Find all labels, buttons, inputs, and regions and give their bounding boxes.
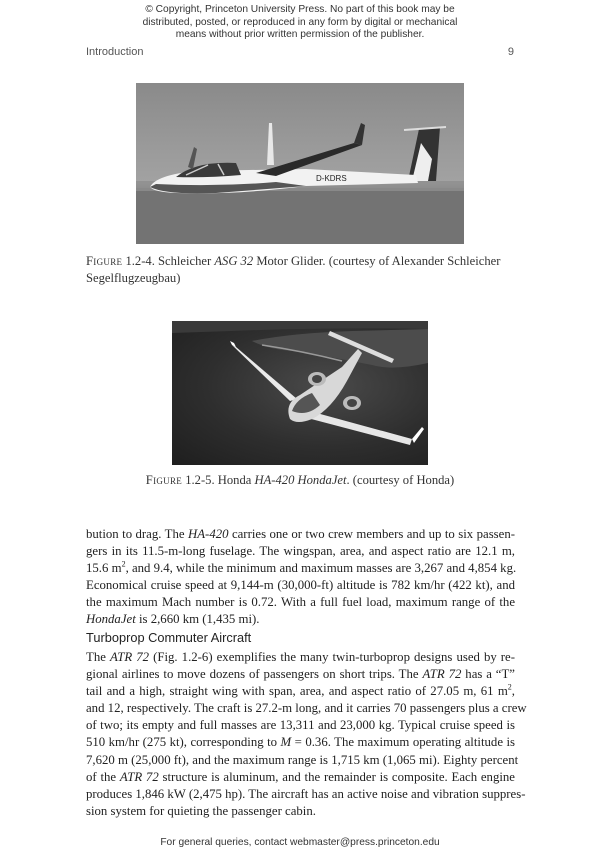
text-line: bution to drag. The HA-420 carries one or two crew members and up to six passen-	[86, 527, 516, 541]
figure-label: Figure	[145, 473, 183, 487]
svg-text:D-KDRS: D-KDRS	[316, 174, 347, 183]
figure-glider-photo	[136, 83, 464, 244]
glider-illustration	[136, 83, 464, 244]
text-line: 510 km/hr (275 kt), corresponding to M = 0.36. The maximum operating altitude is	[86, 735, 515, 750]
paragraph-atr72	[86, 649, 527, 820]
figure-caption-1-2-4	[86, 253, 516, 287]
text-line: of two; its empty and full masses are 13,311 and 23,000 kg. Typical cruise speed is	[86, 718, 515, 733]
figure-label: Figure	[86, 254, 123, 268]
text-line: tail and a high, straight wing with span, area, and aspect ratio of 27.05 m, 61 $m^2$,	[86, 682, 515, 699]
text-line: gional airlines to move dozens of passengers on short trips. The ATR 72 has a “T”	[86, 667, 515, 682]
caption-aircraft-name: ASG 32	[214, 254, 254, 268]
text-line: gers in its 11.5-m-long fuselage. The wingspan, area, and aspect ratio are 12.1 m,	[86, 544, 515, 559]
footer-contact: For general queries, contact webmaster@press.princeton.edu	[160, 837, 440, 848]
caption-text: Segelflugzeugbau)	[86, 271, 181, 285]
hondajet-illustration	[172, 321, 428, 465]
text-line: and 12, respectively. The craft is 27.2-m long, and it carries 70 passengers plus a crew	[86, 701, 527, 716]
caption-text: . (courtesy of Honda)	[346, 473, 455, 487]
text-line: produces 1,846 kW (2,475 hp). The aircraft has an active noise and vibration suppres-	[86, 786, 526, 801]
figure-number: 1.2-4.	[125, 254, 155, 268]
text-line: Economical cruise speed at 9,144-m (30,000-ft) altitude is 782 km/hr (422 kt), and	[86, 578, 515, 593]
figure-caption-1-2-5	[86, 472, 514, 489]
caption-text: Motor Glider. (courtesy of Alexander Schleicher	[256, 254, 501, 268]
running-head	[86, 46, 514, 58]
running-head-title: Introduction	[86, 46, 144, 58]
copyright-line: © Copyright, Princeton University Press. No part of this book may be	[145, 4, 455, 15]
text-line: 15.6 $m^2$, and 9.4, while the minimum and maximum masses are 3,267 and 4,854 kg.	[86, 559, 517, 576]
text-line: 7,620 m (25,000 ft), and the maximum range is 1,715 km (1,065 mi). Eighty percent	[86, 752, 519, 767]
section-heading: Turboprop Commuter Aircraft	[86, 630, 252, 645]
page-number: 9	[507, 46, 514, 58]
copyright-notice	[0, 4, 600, 42]
caption-aircraft-name: HA-420 HondaJet	[254, 473, 347, 487]
text-line: HondaJet is 2,660 km (1,435 mi).	[86, 612, 260, 627]
caption-text: Honda	[217, 473, 252, 487]
text-line: The ATR 72 (Fig. 1.2-6) exemplifies the many twin-turboprop designs used by re-	[86, 650, 515, 664]
copyright-line: means without prior written permission of the publisher.	[175, 29, 425, 40]
paragraph-hondajet	[86, 526, 515, 629]
text-line: the maximum Mach number is 0.72. With a full fuel load, maximum range of the	[86, 595, 515, 610]
text-line: sion system for quieting the passenger cabin.	[86, 803, 316, 818]
caption-text: Schleicher	[158, 254, 212, 268]
figure-hondajet-photo	[172, 321, 428, 465]
figure-number: 1.2-5.	[185, 473, 215, 487]
copyright-line: distributed, posted, or reproduced in any form by digital or mechanical	[142, 16, 458, 28]
text-line: of the ATR 72 structure is aluminum, and the remainder is composite. Each engine	[86, 769, 515, 784]
